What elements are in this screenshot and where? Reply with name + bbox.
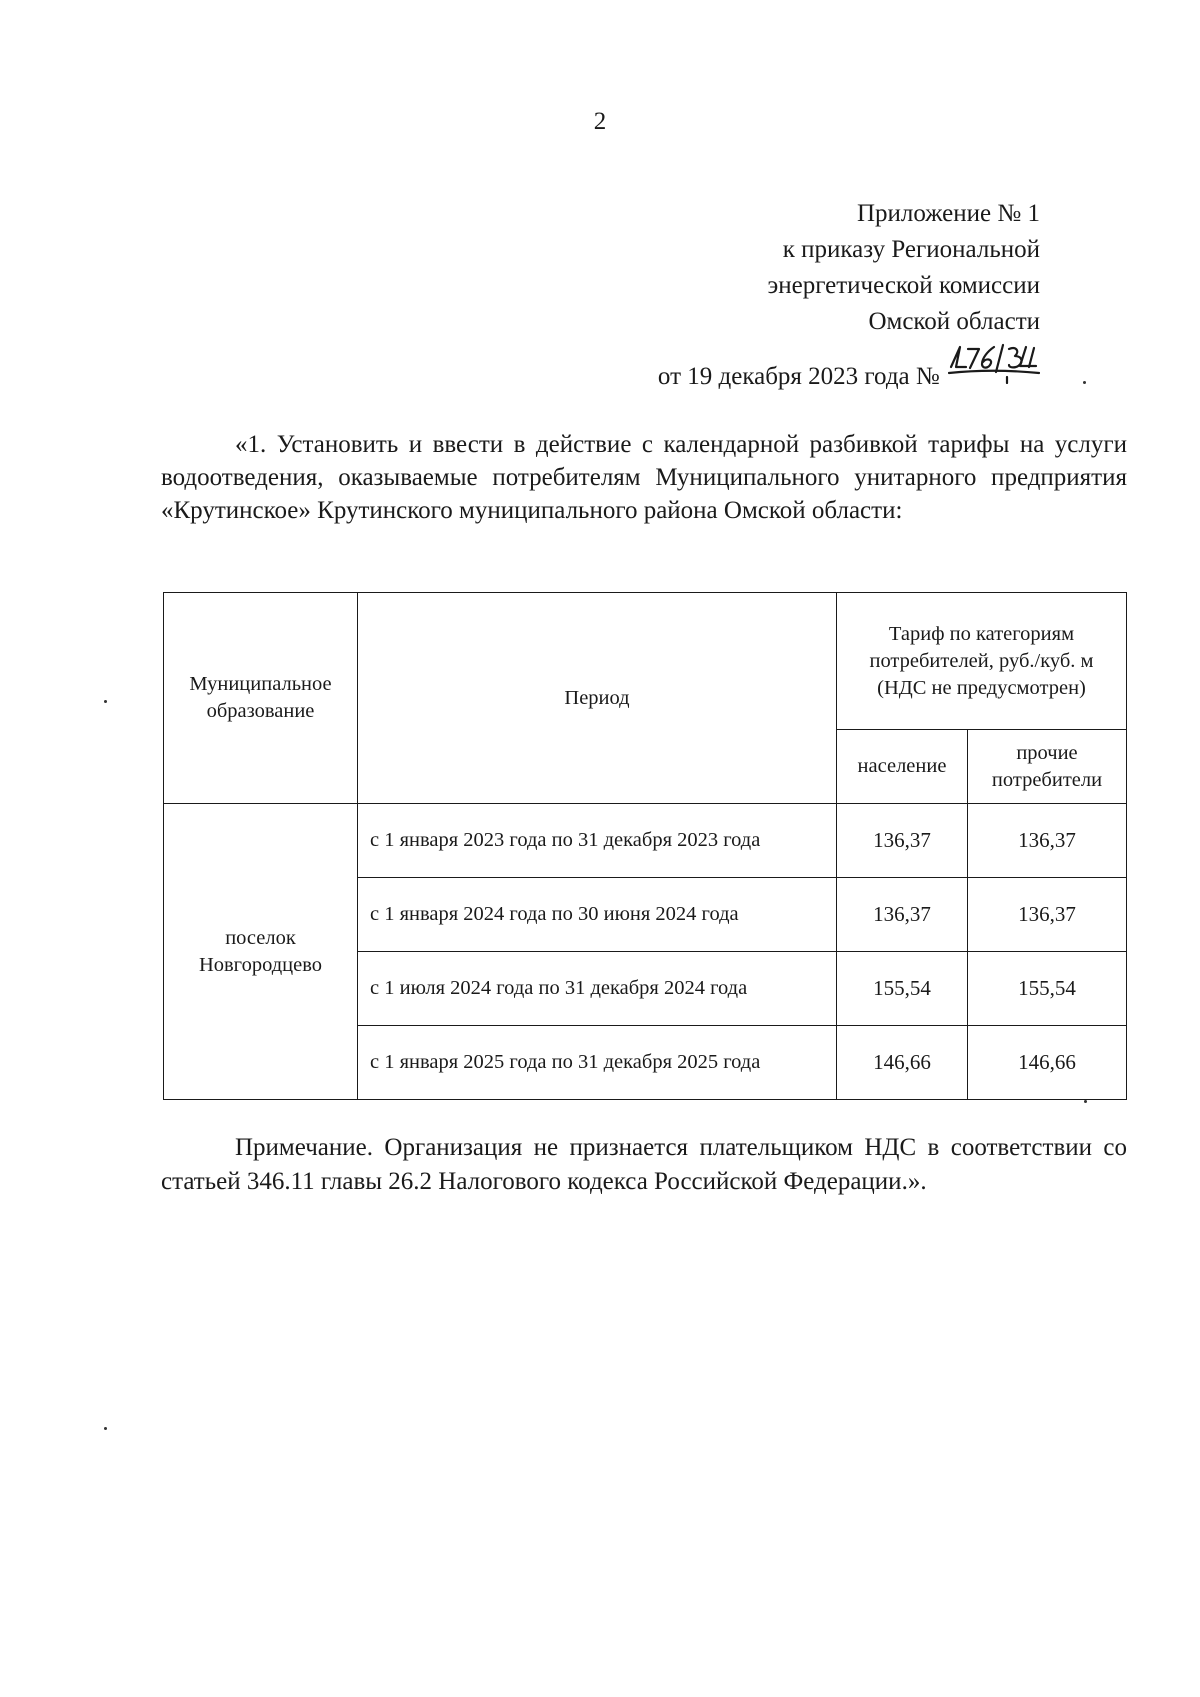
period-cell: с 1 января 2024 года по 30 июня 2024 года (358, 878, 837, 952)
note-paragraph: Примечание. Организация не признается плательщиком НДС в соответствии со статьей 346.11 главы 26.2 Налогового кодекса Российской Федерации.». (161, 1134, 1127, 1195)
scan-speck (1083, 381, 1086, 384)
scan-speck (104, 700, 107, 703)
other-tariff-cell: 155,54 (968, 952, 1127, 1026)
tariff-table (163, 592, 1127, 1100)
appendix-line-order-ref: к приказу Региональной (782, 236, 1040, 263)
appendix-order-line (480, 340, 1040, 395)
population-tariff-cell: 136,37 (837, 878, 968, 952)
other-tariff-cell: 146,66 (968, 1026, 1127, 1100)
scan-speck (1084, 1100, 1087, 1103)
period-cell: с 1 января 2023 года по 31 декабря 2023 года (358, 804, 837, 878)
appendix-title: Приложение № 1 (856, 200, 1040, 227)
period-cell: с 1 января 2025 года по 31 декабря 2025 года (358, 1026, 837, 1100)
order-date: от 19 декабря 2023 года № (657, 363, 940, 390)
intro-paragraph: «1. Установить и ввести в действие с календарной разбивкой тарифы на услуги водоотведения, оказываемые потребителям Муниципального унитарного предприятия «Крутинское» Крутинского муниципального района Омской области: (161, 431, 1127, 524)
appendix-line-commission: энергетической комиссии (767, 272, 1040, 299)
population-tariff-cell: 136,37 (837, 804, 968, 878)
appendix-header (480, 196, 1040, 395)
municipality-cell: поселок Новгородцево (164, 804, 358, 1100)
handwritten-order-number (948, 340, 1040, 395)
period-cell: с 1 июля 2024 года по 31 декабря 2024 года (358, 952, 837, 1026)
header-period: Период (358, 593, 837, 804)
other-tariff-cell: 136,37 (968, 878, 1127, 952)
header-other-consumers: прочие потребители (968, 730, 1127, 804)
population-tariff-cell: 155,54 (837, 952, 968, 1026)
other-tariff-cell: 136,37 (968, 804, 1127, 878)
header-tariff: Тариф по категориям потребителей, руб./куб. м (НДС не предусмотрен) (837, 593, 1127, 730)
population-tariff-cell: 146,66 (837, 1026, 968, 1100)
appendix-line-region: Омской области (868, 308, 1040, 335)
table-row (164, 804, 1127, 878)
header-municipality: Муниципальное образование (164, 593, 358, 804)
header-population: население (837, 730, 968, 804)
scan-speck (104, 1427, 107, 1430)
page-number: 2 (593, 108, 607, 135)
